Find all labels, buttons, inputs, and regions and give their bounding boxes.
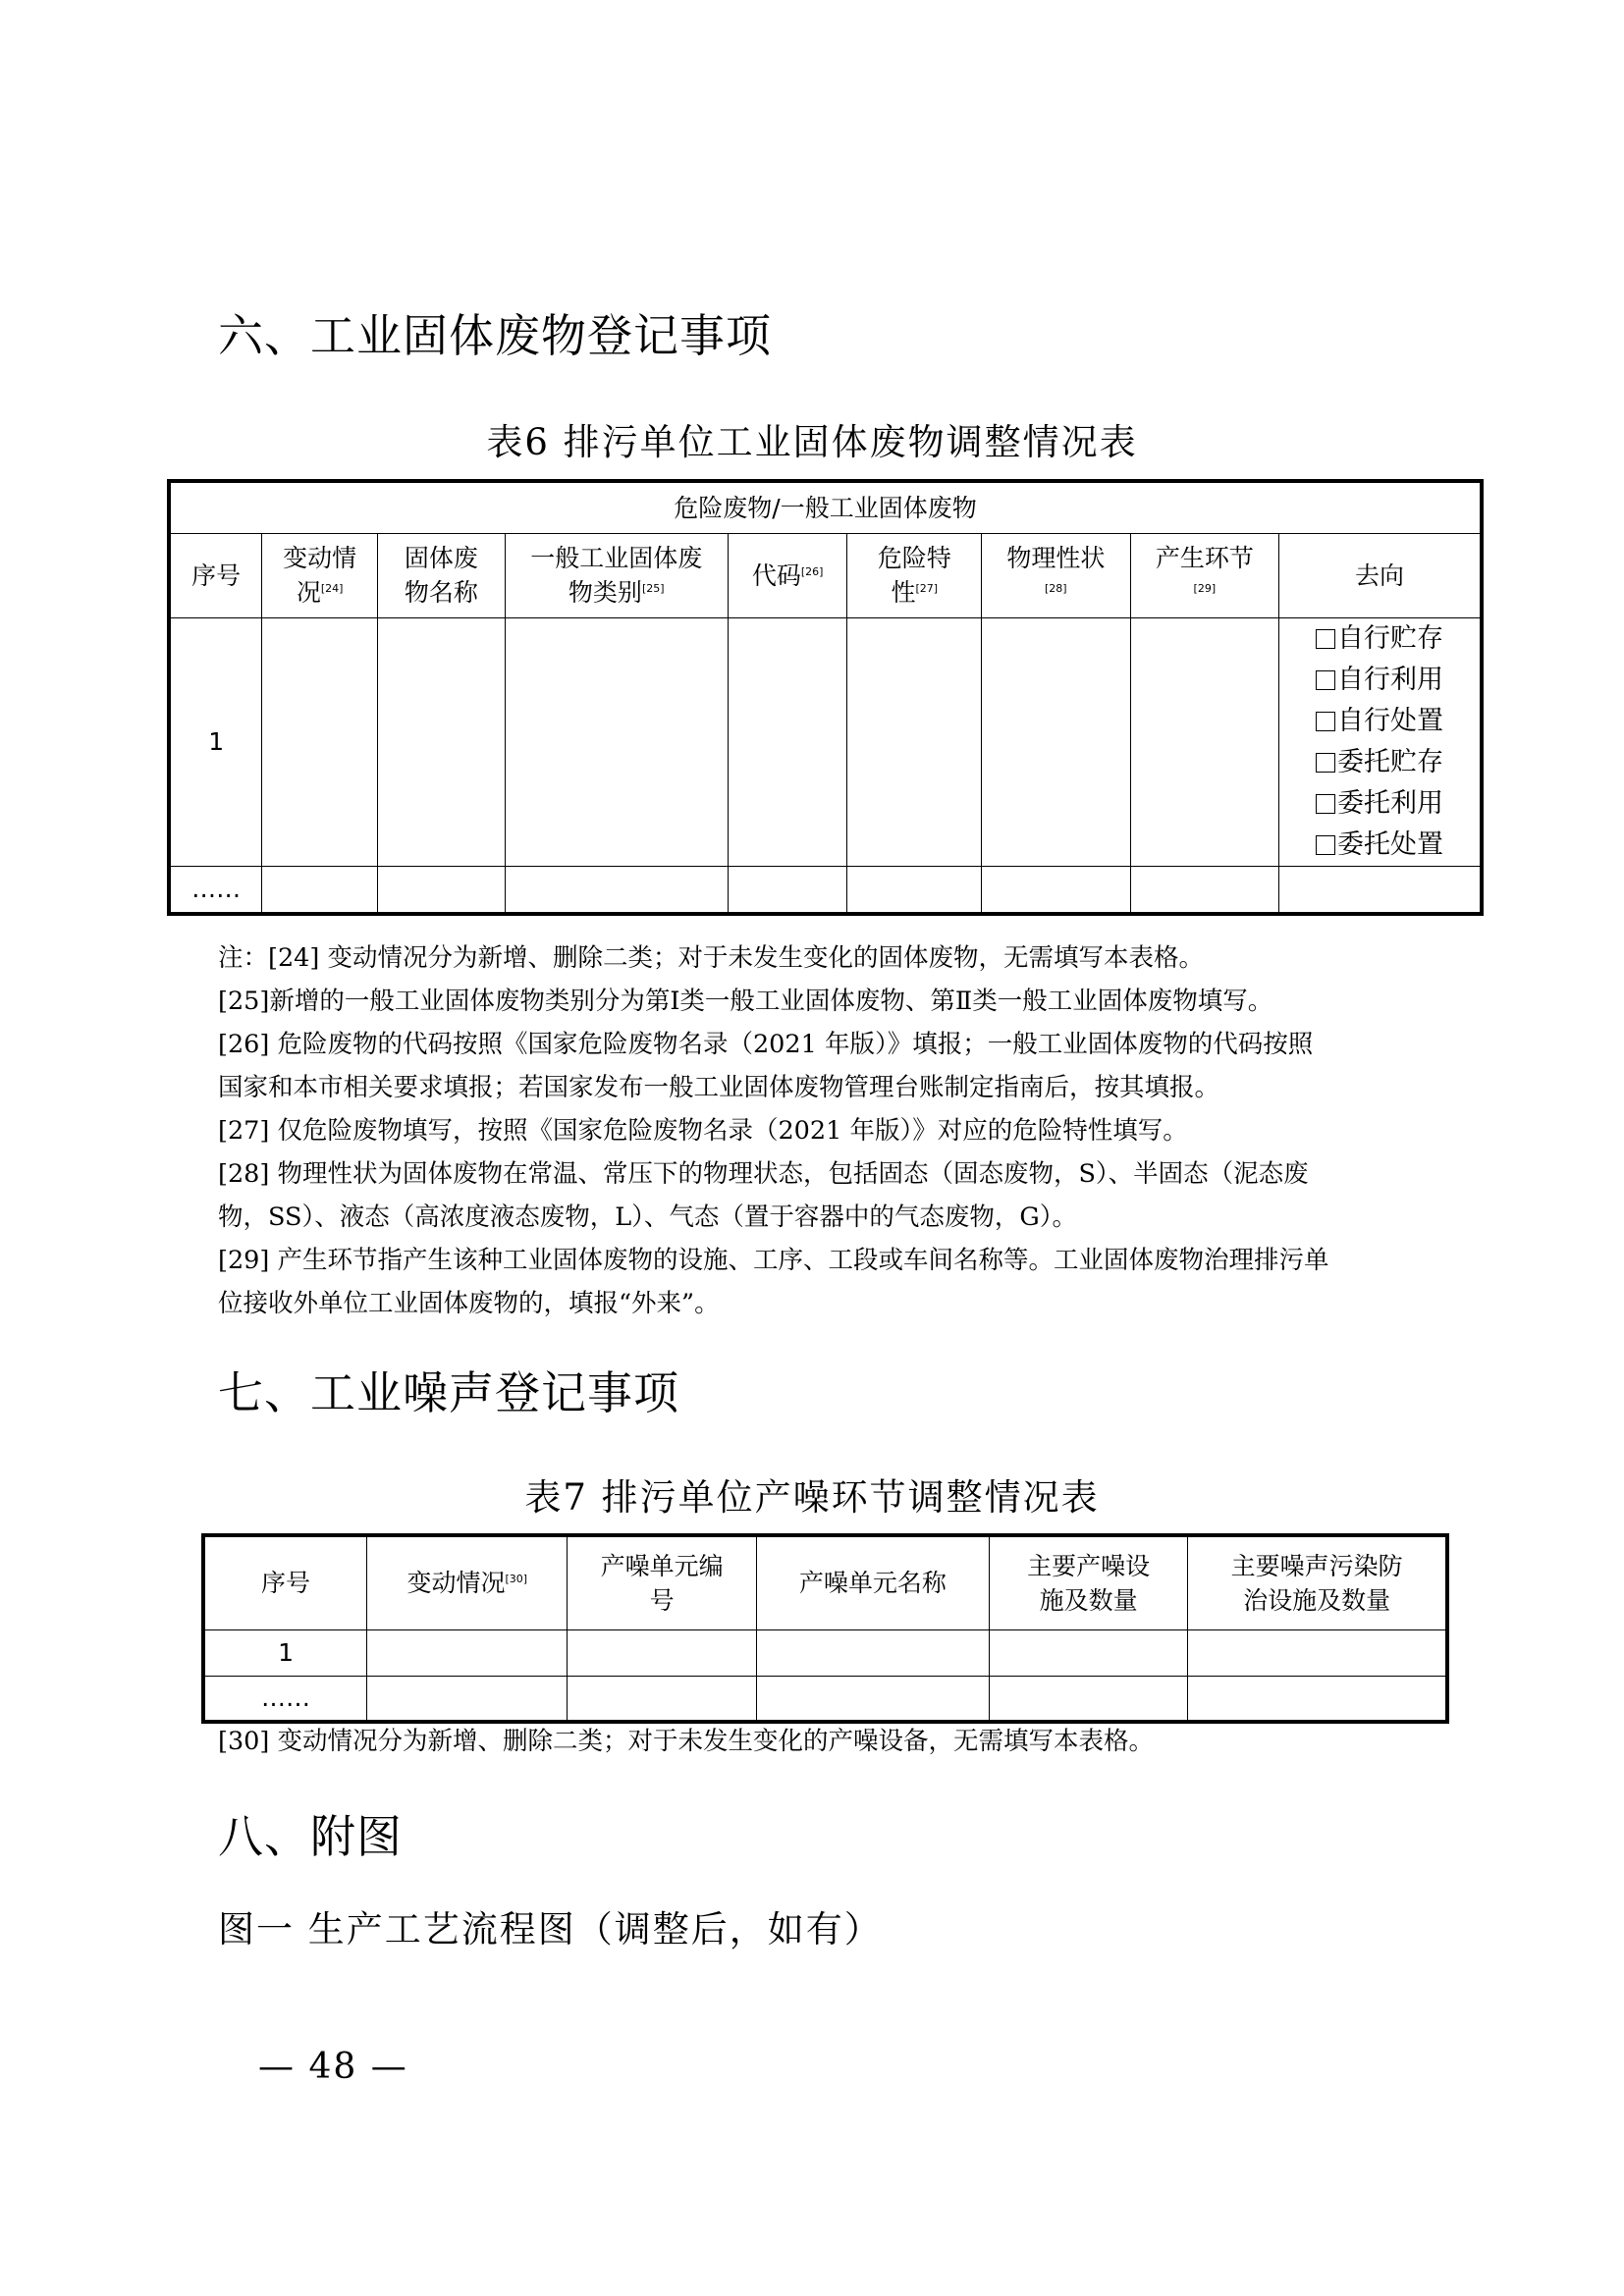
note-25: [25]新增的一般工业固体废物类别分为第Ⅰ类一般工业固体废物、第Ⅱ类一般工业固体废物填写。 xyxy=(218,987,1273,1016)
cell[interactable] xyxy=(505,866,728,914)
note-24: 注：[24] 变动情况分为新增、删除二类；对于未发生变化的固体废物，无需填写本表格。 xyxy=(218,943,1204,973)
cell[interactable] xyxy=(568,1629,756,1676)
table-row xyxy=(203,1676,1447,1722)
option-self-use[interactable]: 自行利用 xyxy=(1316,660,1443,701)
row1-waste-name[interactable] xyxy=(378,617,506,866)
checkbox-icon[interactable] xyxy=(1316,712,1335,731)
section-7-heading: 七、工业噪声登记事项 xyxy=(218,1366,679,1419)
option-self-storage[interactable]: 自行贮存 xyxy=(1316,618,1443,660)
header-equipment: 主要产噪设 施及数量 xyxy=(989,1535,1187,1629)
note-28: [28] 物理性状为固体废物在常温、常压下的物理状态，包括固态（固态废物，S）、半固态（泥态废 xyxy=(218,1159,1309,1189)
note-29: [29] 产生环节指产生该种工业固体废物的设施、工序、工段或车间名称等。工业固体废物治理排污单 xyxy=(218,1246,1329,1275)
checkbox-icon[interactable] xyxy=(1316,794,1335,814)
table-6 xyxy=(167,479,1484,916)
section-6-heading: 六、工业固体废物登记事项 xyxy=(218,309,772,362)
cell[interactable] xyxy=(756,1676,989,1722)
cell[interactable] xyxy=(568,1676,756,1722)
table-7 xyxy=(201,1533,1449,1724)
cell[interactable] xyxy=(1130,866,1279,914)
header-change: 变动情 况[24] xyxy=(262,533,378,617)
cell[interactable] xyxy=(1188,1676,1447,1722)
destination-options xyxy=(1316,618,1443,866)
table-6-title: 表6 排污单位工业固体废物调整情况表 xyxy=(486,421,1138,463)
cell[interactable] xyxy=(1188,1629,1447,1676)
header-control: 主要噪声污染防 治设施及数量 xyxy=(1188,1535,1447,1629)
row1-physical[interactable] xyxy=(982,617,1131,866)
cell[interactable] xyxy=(847,866,982,914)
note-26: [26] 危险废物的代码按照《国家危险废物名录（2021 年版）》填报；一般工业固体废物的代码按照 xyxy=(218,1030,1314,1059)
cell[interactable] xyxy=(989,1676,1187,1722)
table-row xyxy=(169,866,1482,914)
cell[interactable] xyxy=(728,866,847,914)
cell[interactable] xyxy=(378,866,506,914)
table-6-header-row xyxy=(169,533,1482,617)
cell[interactable] xyxy=(989,1629,1187,1676)
figure-1-title: 图一 生产工艺流程图（调整后，如有） xyxy=(218,1908,883,1950)
option-entrust-storage[interactable]: 委托贮存 xyxy=(1316,742,1443,783)
row1-seq: 1 xyxy=(169,617,262,866)
header-seq: 序号 xyxy=(203,1535,367,1629)
row1-seq: 1 xyxy=(203,1629,367,1676)
table-row xyxy=(203,1629,1447,1676)
note-29-cont: 位接收外单位工业固体废物的，填报“外来”。 xyxy=(218,1289,720,1318)
note-27: [27] 仅危险废物填写，按照《国家危险废物名录（2021 年版）》对应的危险特性填写。 xyxy=(218,1116,1188,1146)
cell[interactable] xyxy=(367,1629,568,1676)
table-7-title: 表7 排污单位产噪环节调整情况表 xyxy=(524,1476,1100,1519)
header-process: 产生环节 [29] xyxy=(1130,533,1279,617)
row-ellipsis: …… xyxy=(169,866,262,914)
note-28-cont: 物，SS）、液态（高浓度液态废物，L）、气态（置于容器中的气态废物，G）。 xyxy=(218,1202,1078,1232)
header-physical: 物理性状 [28] xyxy=(982,533,1131,617)
cell[interactable] xyxy=(1279,866,1482,914)
header-unit-name: 产噪单元名称 xyxy=(756,1535,989,1629)
header-code: 代码[26] xyxy=(728,533,847,617)
cell[interactable] xyxy=(756,1629,989,1676)
table-row xyxy=(169,617,1482,866)
header-category: 一般工业固体废 物类别[25] xyxy=(505,533,728,617)
header-hazard: 危险特 性[27] xyxy=(847,533,982,617)
cell[interactable] xyxy=(367,1676,568,1722)
cell[interactable] xyxy=(262,866,378,914)
table-7-notes xyxy=(218,1720,1435,1763)
header-seq: 序号 xyxy=(169,533,262,617)
option-self-disposal[interactable]: 自行处置 xyxy=(1316,701,1443,742)
table-6-notes xyxy=(218,936,1435,1325)
option-entrust-disposal[interactable]: 委托处置 xyxy=(1316,825,1443,866)
section-8-heading: 八、附图 xyxy=(218,1810,403,1863)
header-change: 变动情况[30] xyxy=(367,1535,568,1629)
group-header-cell: 危险废物/一般工业固体废物 xyxy=(169,481,1482,533)
checkbox-icon[interactable] xyxy=(1316,753,1335,773)
row1-hazard[interactable] xyxy=(847,617,982,866)
table-7-header-row xyxy=(203,1535,1447,1629)
page-number: — 48 — xyxy=(258,2047,408,2087)
header-waste-name: 固体废 物名称 xyxy=(378,533,506,617)
row1-destination xyxy=(1279,617,1482,866)
row1-change[interactable] xyxy=(262,617,378,866)
option-entrust-use[interactable]: 委托利用 xyxy=(1316,783,1443,825)
header-unit-no: 产噪单元编 号 xyxy=(568,1535,756,1629)
checkbox-icon[interactable] xyxy=(1316,835,1335,855)
note-26-cont: 国家和本市相关要求填报；若国家发布一般工业固体废物管理台账制定指南后，按其填报。 xyxy=(218,1073,1220,1102)
table-6-group-header-row xyxy=(169,481,1482,533)
header-destination: 去向 xyxy=(1279,533,1482,617)
row1-process[interactable] xyxy=(1130,617,1279,866)
checkbox-icon[interactable] xyxy=(1316,670,1335,690)
row-ellipsis: …… xyxy=(203,1676,367,1722)
note-30: [30] 变动情况分为新增、删除二类；对于未发生变化的产噪设备，无需填写本表格。 xyxy=(218,1727,1154,1756)
row1-category[interactable] xyxy=(505,617,728,866)
row1-code[interactable] xyxy=(728,617,847,866)
checkbox-icon[interactable] xyxy=(1316,629,1335,649)
cell[interactable] xyxy=(982,866,1131,914)
